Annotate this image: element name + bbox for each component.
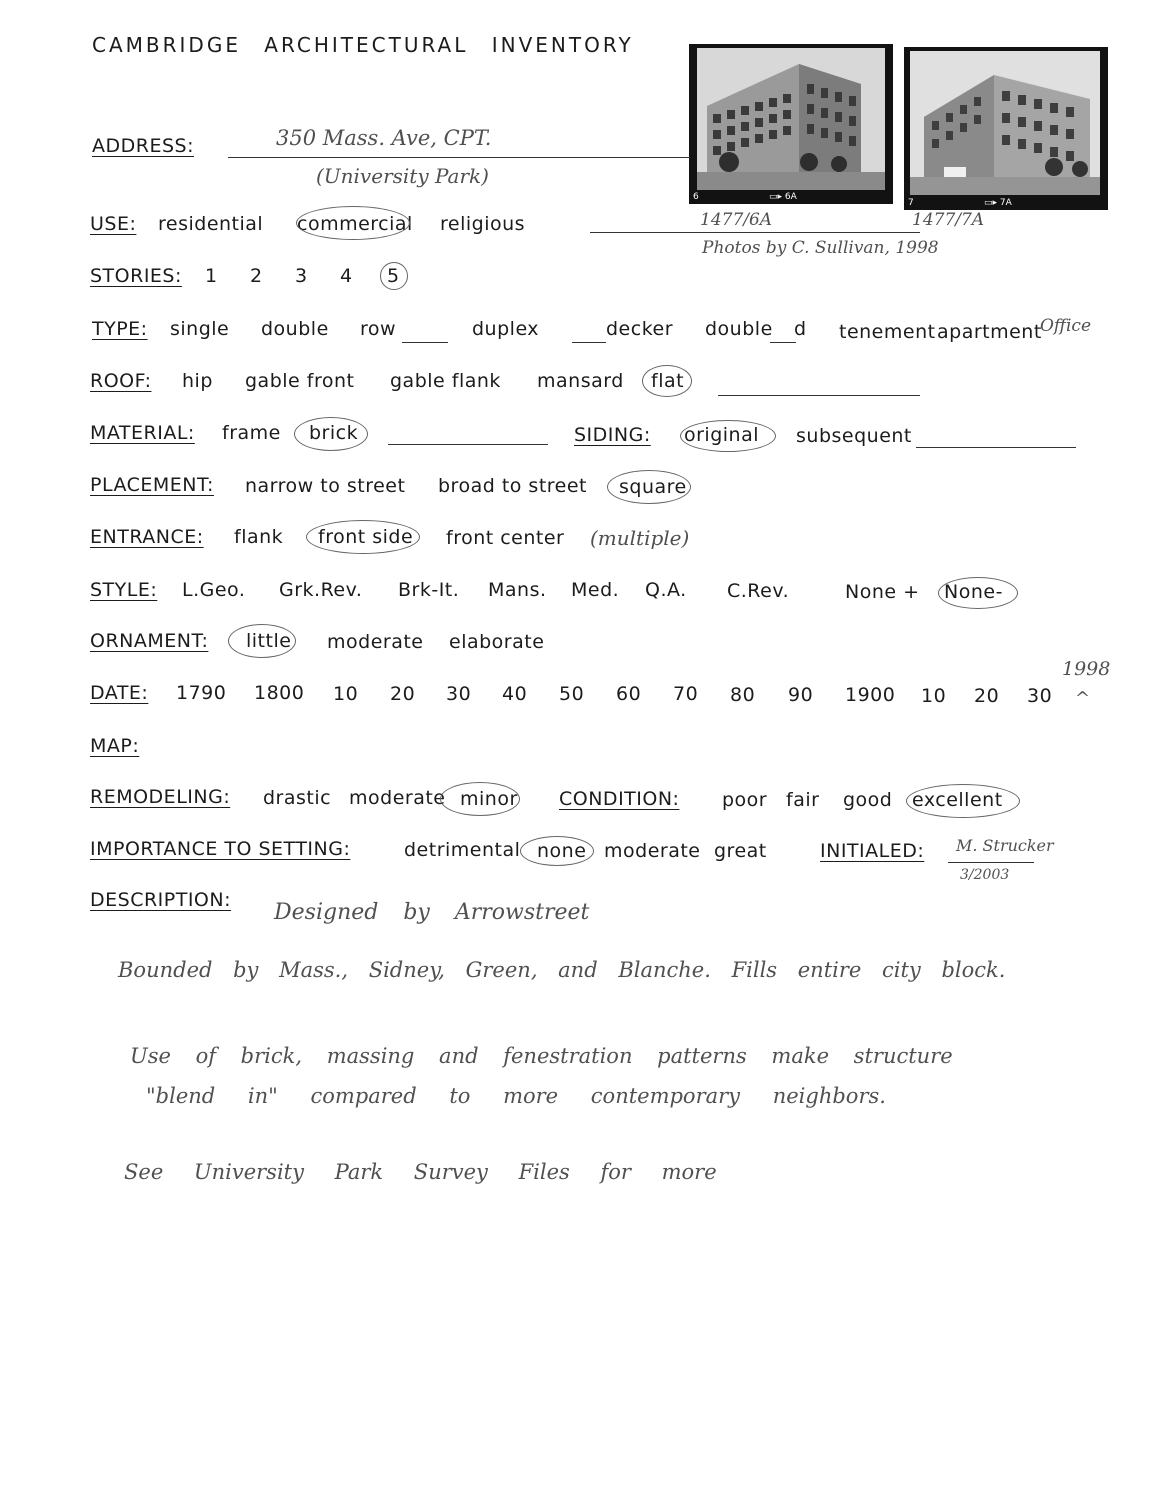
date-option: 90 (788, 684, 814, 706)
condition-option: good (843, 789, 893, 811)
description-line: "blend in" compared to more contemporary neighbors. (146, 1084, 886, 1108)
photo-frame-number: 7 (908, 198, 914, 208)
initialed-label: INITIALED: (820, 840, 925, 862)
roof-option-selected: flat (651, 370, 685, 392)
date-option: 30 (1027, 685, 1053, 707)
stories-option: 1 (205, 265, 218, 287)
form-title: CAMBRIDGE ARCHITECTURAL INVENTORY (92, 33, 634, 57)
type-blank (770, 342, 796, 343)
ornament-option-selected: little (246, 630, 292, 652)
placement-option: narrow to street (245, 475, 406, 497)
stories-selected-circle (380, 262, 408, 290)
material-option: frame (222, 422, 281, 444)
type-option: row (360, 318, 397, 340)
type-option: decker (606, 318, 674, 340)
type-option: single (170, 318, 230, 340)
initialed-date: 3/2003 (960, 867, 1010, 883)
photo-tag-text: 7A (999, 198, 1012, 208)
building-photo-left (689, 44, 893, 204)
ornament-selected-circle (228, 624, 296, 658)
placement-label: PLACEMENT: (90, 474, 214, 496)
building-photo-right (904, 47, 1108, 210)
use-option-commercial: commercial (297, 213, 413, 235)
type-label: TYPE: (92, 318, 148, 340)
address-label: ADDRESS: (92, 135, 194, 157)
date-option: 1900 (845, 684, 896, 706)
remodeling-label: REMODELING: (90, 786, 231, 808)
use-label: USE: (90, 213, 137, 235)
date-option: 20 (974, 685, 1000, 707)
material-option-selected: brick (309, 422, 359, 444)
roof-option: mansard (537, 370, 624, 392)
style-option: Q.A. (645, 579, 687, 601)
type-option: tenement (839, 321, 936, 343)
roof-option: gable front (245, 370, 355, 392)
photo-tag: ▭▸ 7A (984, 198, 1012, 208)
roof-option: hip (182, 370, 213, 392)
entrance-option-selected: front side (318, 526, 414, 548)
date-option: 1790 (176, 682, 227, 704)
ornament-label: ORNAMENT: (90, 630, 209, 652)
map-label: MAP: (90, 735, 140, 757)
date-option: 30 (446, 683, 472, 705)
photo-credit: Photos by C. Sullivan, 1998 (702, 238, 939, 258)
material-selected-circle (294, 417, 368, 451)
condition-option-selected: excellent (912, 789, 1003, 811)
description-line: See University Park Survey Files for more (124, 1160, 717, 1184)
siding-label: SIDING: (574, 424, 651, 446)
photo-caption-left: 1477/6A (700, 210, 773, 230)
type-option: double (261, 318, 329, 340)
use-selected-circle (296, 206, 410, 240)
date-option: 80 (730, 684, 756, 706)
date-caret: ^ (1075, 688, 1091, 709)
type-option: d (794, 318, 807, 340)
initialed-name: M. Strucker (956, 836, 1054, 855)
material-blank (388, 444, 548, 445)
address-subvalue: (University Park) (316, 164, 489, 188)
date-option: 20 (390, 683, 416, 705)
remodeling-selected-circle (440, 782, 520, 816)
description-line: Bounded by Mass., Sidney, Green, and Blanche. Fills entire city block. (118, 958, 1006, 982)
style-option: Mans. (488, 579, 547, 601)
condition-selected-circle (906, 784, 1020, 818)
stories-option-selected: 5 (387, 265, 400, 287)
importance-option-selected: none (537, 840, 587, 862)
date-option: 1800 (254, 682, 305, 704)
type-handwritten: Office (1040, 316, 1091, 336)
address-value: 350 Mass. Ave, CPT. (276, 126, 492, 150)
siding-selected-circle (680, 420, 776, 452)
importance-option: great (714, 840, 767, 862)
stories-option: 3 (295, 265, 308, 287)
stories-option: 2 (250, 265, 263, 287)
type-blank (402, 342, 448, 343)
remodeling-option: moderate (349, 787, 446, 809)
photo-tag: ▭▸ 6A (769, 192, 797, 202)
style-option: Med. (571, 579, 620, 601)
photo-caption-line (590, 232, 920, 233)
material-label: MATERIAL: (90, 422, 195, 444)
address-line (228, 157, 690, 158)
entrance-selected-circle (306, 520, 420, 554)
date-option: 10 (921, 685, 947, 707)
roof-option: gable flank (390, 370, 501, 392)
siding-option: subsequent (796, 425, 912, 447)
placement-option-selected: square (619, 476, 687, 498)
entrance-option: front center (446, 527, 565, 549)
photo-frame-number: 6 (693, 192, 699, 202)
entrance-handwritten: (multiple) (590, 526, 690, 550)
placement-option: broad to street (438, 475, 588, 497)
use-option-residential: residential (158, 213, 264, 235)
entrance-label: ENTRANCE: (90, 526, 204, 548)
type-option: apartment (937, 321, 1042, 343)
date-label: DATE: (90, 682, 149, 704)
date-option: 70 (673, 683, 699, 705)
importance-selected-circle (520, 836, 594, 866)
roof-blank (718, 395, 920, 396)
description-line: Designed by Arrowstreet (274, 900, 590, 925)
date-handwritten: 1998 (1062, 658, 1111, 680)
date-option: 10 (333, 683, 359, 705)
importance-option: detrimental (404, 839, 521, 861)
date-option: 50 (559, 683, 585, 705)
style-option-selected: None- (944, 581, 1003, 603)
condition-option: poor (722, 789, 768, 811)
type-blank (572, 342, 606, 343)
style-option: None + (845, 581, 920, 603)
condition-label: CONDITION: (559, 788, 680, 810)
style-option: Brk-It. (398, 579, 460, 601)
description-line: Use of brick, massing and fenestration patterns make structure (130, 1044, 953, 1068)
roof-label: ROOF: (90, 370, 152, 392)
ornament-option: moderate (327, 631, 424, 653)
style-option: L.Geo. (182, 579, 246, 601)
photo-tag-text: 6A (784, 192, 797, 202)
siding-option-selected: original (684, 424, 760, 446)
importance-label: IMPORTANCE TO SETTING: (90, 838, 351, 860)
photo-caption-right: 1477/7A (912, 210, 985, 230)
siding-blank (916, 447, 1076, 448)
style-label: STYLE: (90, 579, 158, 601)
ornament-option: elaborate (449, 631, 545, 653)
condition-option: fair (786, 789, 820, 811)
importance-option: moderate (604, 840, 701, 862)
use-option-religious: religious (440, 213, 526, 235)
roof-selected-circle (642, 365, 692, 397)
initialed-line (948, 862, 1034, 863)
style-option: Grk.Rev. (279, 579, 363, 601)
stories-option: 4 (340, 265, 353, 287)
type-option: double (705, 318, 773, 340)
type-option: duplex (472, 318, 540, 340)
entrance-option: flank (234, 526, 284, 548)
stories-label: STORIES: (90, 265, 182, 287)
style-option: C.Rev. (727, 580, 790, 602)
date-option: 40 (502, 683, 528, 705)
date-option: 60 (616, 683, 642, 705)
remodeling-option: drastic (263, 787, 332, 809)
description-label: DESCRIPTION: (90, 889, 232, 911)
remodeling-option-selected: minor (460, 788, 518, 810)
placement-selected-circle (607, 470, 691, 504)
style-selected-circle (938, 577, 1018, 609)
